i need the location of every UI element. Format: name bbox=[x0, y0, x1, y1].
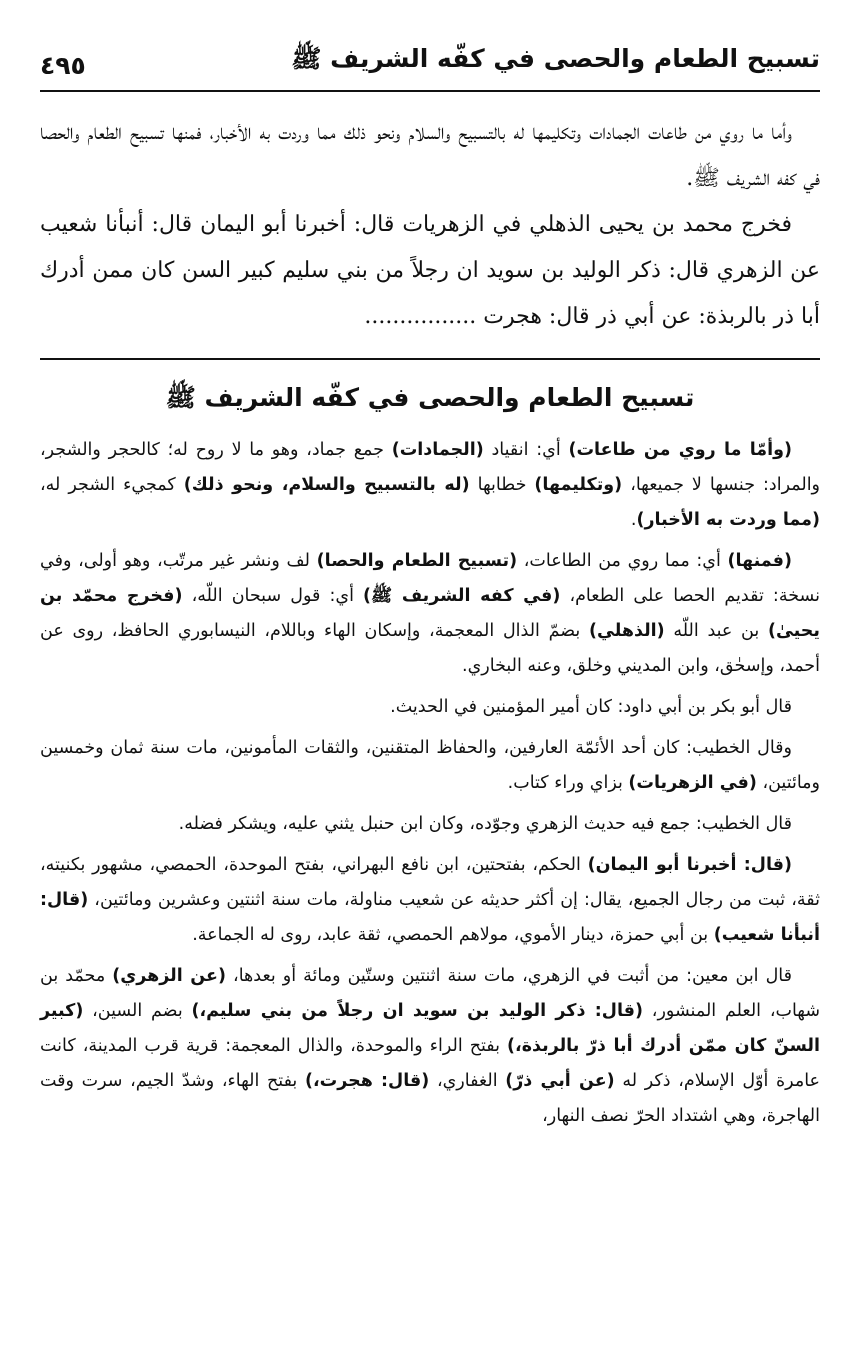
commentary-span: الغفاري، bbox=[429, 1071, 506, 1091]
quoted-text: (كبير السنّ كان ممّن أدرك أبا ذرّ بالربذة،) bbox=[40, 1001, 820, 1056]
commentary-text bbox=[40, 433, 820, 1134]
commentary-span: خطابها bbox=[469, 475, 535, 495]
quoted-text: (عن أبي ذرّ) bbox=[505, 1071, 615, 1091]
commentary-paragraph bbox=[40, 848, 820, 953]
commentary-span: بن عبد اللّه bbox=[664, 621, 768, 641]
commentary-span: جمع جماد، وهو ما لا روح له؛ كالحجر والشجر، والمراد: جنسها لا جميعها، bbox=[40, 440, 821, 495]
quoted-text: (قال: ذكر الوليد بن سويد ان رجلاً من بني سليم،) bbox=[191, 1001, 644, 1021]
page-header bbox=[40, 0, 820, 92]
commentary-span: بفتح الراء والموحدة، والذال المعجمة: قرية قرب المدينة، كانت عامرة أوّل الإسلام، ذكر له bbox=[40, 1036, 820, 1091]
commentary-paragraph bbox=[40, 731, 820, 801]
quoted-text: (قال: أخبرنا أبو اليمان) bbox=[587, 855, 792, 875]
commentary-paragraph bbox=[40, 544, 820, 684]
quoted-text: (له بالتسبيح والسلام، ونحو ذلك) bbox=[183, 475, 470, 495]
quoted-text: (في الزهريات) bbox=[628, 773, 757, 793]
quoted-text: (فمنها) bbox=[727, 551, 792, 571]
quoted-text: (وأمّا ما روي من طاعات) bbox=[568, 440, 792, 460]
matn-paragraph: وأما ما روي من طاعات الجمادات وتكليمها له بالتسبيح والسلام ونحو ذلك مما وردت به الأخبار، فمنها تسبيح الطعام والحصا في كفه الشريف ﷺ. bbox=[40, 120, 820, 191]
commentary-title: تسبيح الطعام والحصى في كفّه الشريف ﷺ bbox=[165, 383, 695, 412]
commentary-paragraph bbox=[40, 959, 820, 1134]
quoted-text: (الذهلي) bbox=[589, 621, 665, 641]
quoted-text: (الجمادات) bbox=[391, 440, 484, 460]
commentary-span: . bbox=[630, 510, 637, 530]
commentary-paragraph: قال الخطيب: جمع فيه حديث الزهري وجوّده، وكان ابن حنبل يثني عليه، ويشكر فضله. bbox=[178, 814, 792, 834]
commentary-paragraph bbox=[40, 433, 820, 538]
commentary-paragraph: قال أبو بكر بن أبي داود: كان أمير المؤمنين في الحديث. bbox=[390, 697, 792, 717]
commentary-span: الحكم، بفتحتين، ابن نافع البهراني، بفتح الموحدة، الحمصي، مشهور بكنيته، ثقة، ثبت من رجال الجميع، يقال: إن أكثر حديثه عن شعيب مناولة، مات سنة اثنتين وعشرين ومائتين، bbox=[40, 855, 820, 910]
matn-text bbox=[40, 110, 820, 354]
quoted-text: (وتكليمها) bbox=[534, 475, 623, 495]
page-number: ٤٩٥ bbox=[40, 51, 86, 80]
commentary-span: أي: قول سبحان اللّه، bbox=[182, 586, 364, 606]
commentary-span: لف ونشر غير مرتّب، وهو أولى، وفي نسخة: تقديم الحصا على الطعام، bbox=[40, 551, 820, 606]
commentary-span: بضم السين، bbox=[83, 1001, 192, 1021]
commentary-span: محمّد بن شهاب، العلم المنشور، bbox=[40, 966, 821, 1021]
commentary-span: بزاي وراء كتاب. bbox=[507, 773, 629, 793]
quoted-text: (في كفه الشريف ﷺ) bbox=[363, 586, 561, 606]
quoted-text: (قال: هجرت،) bbox=[304, 1071, 430, 1091]
commentary-span: قال ابن معين: من أثبت في الزهري، مات سنة اثنتين وستّين ومائة أو بعدها، bbox=[226, 966, 792, 986]
commentary-span: وقال الخطيب: كان أحد الأئمّة العارفين، والحفاظ المتقنين، والثقات المأمونين، مات سنة ثمان وخمسين ومائتين، bbox=[40, 738, 820, 793]
commentary-span: كمجيء الشجر له، bbox=[40, 475, 184, 495]
quoted-text: (تسبيح الطعام والحصا) bbox=[316, 551, 518, 571]
commentary-span: أي: انقياد bbox=[483, 440, 569, 460]
quoted-text: (قال: أنبأنا شعيب) bbox=[40, 890, 820, 945]
commentary-span: بن أبي حمزة، دينار الأموي، مولاهم الحمصي، ثقة عابد، روى له الجماعة. bbox=[192, 925, 714, 945]
running-title: تسبيح الطعام والحصى في كفّه الشريف ﷺ bbox=[291, 44, 820, 73]
quoted-text: (عن الزهري) bbox=[112, 966, 227, 986]
commentary-span: بضمّ الذال المعجمة، وإسكان الهاء وباللام، النيسابوري الحافظ، روى عن أحمد، وإسحٰق، وابن المديني وخلق، وعنه البخاري. bbox=[40, 621, 820, 676]
matn-paragraph: فخرج محمد بن يحيى الذهلي في الزهريات قال: أخبرنا أبو اليمان قال: أنبأنا شعيب عن الزهري قال: ذكر الوليد بن سويد ان رجلاً من بني سليم كبير السن كان ممن أدرك أبا ذر بالربذة: عن أبي ذر قال: هجرت ................ bbox=[40, 212, 820, 329]
commentary-span: أي: مما روي من الطاعات، bbox=[517, 551, 728, 571]
quoted-text: (فخرج محمّد بن يحيىٰ) bbox=[40, 586, 820, 641]
section-divider bbox=[40, 358, 820, 360]
quoted-text: (مما وردت به الأخبار) bbox=[636, 510, 820, 530]
commentary-span: بفتح الهاء، وشدّ الجيم، سرت وقت الهاجرة، وهي اشتداد الحرّ نصف النهار، bbox=[40, 1071, 820, 1126]
